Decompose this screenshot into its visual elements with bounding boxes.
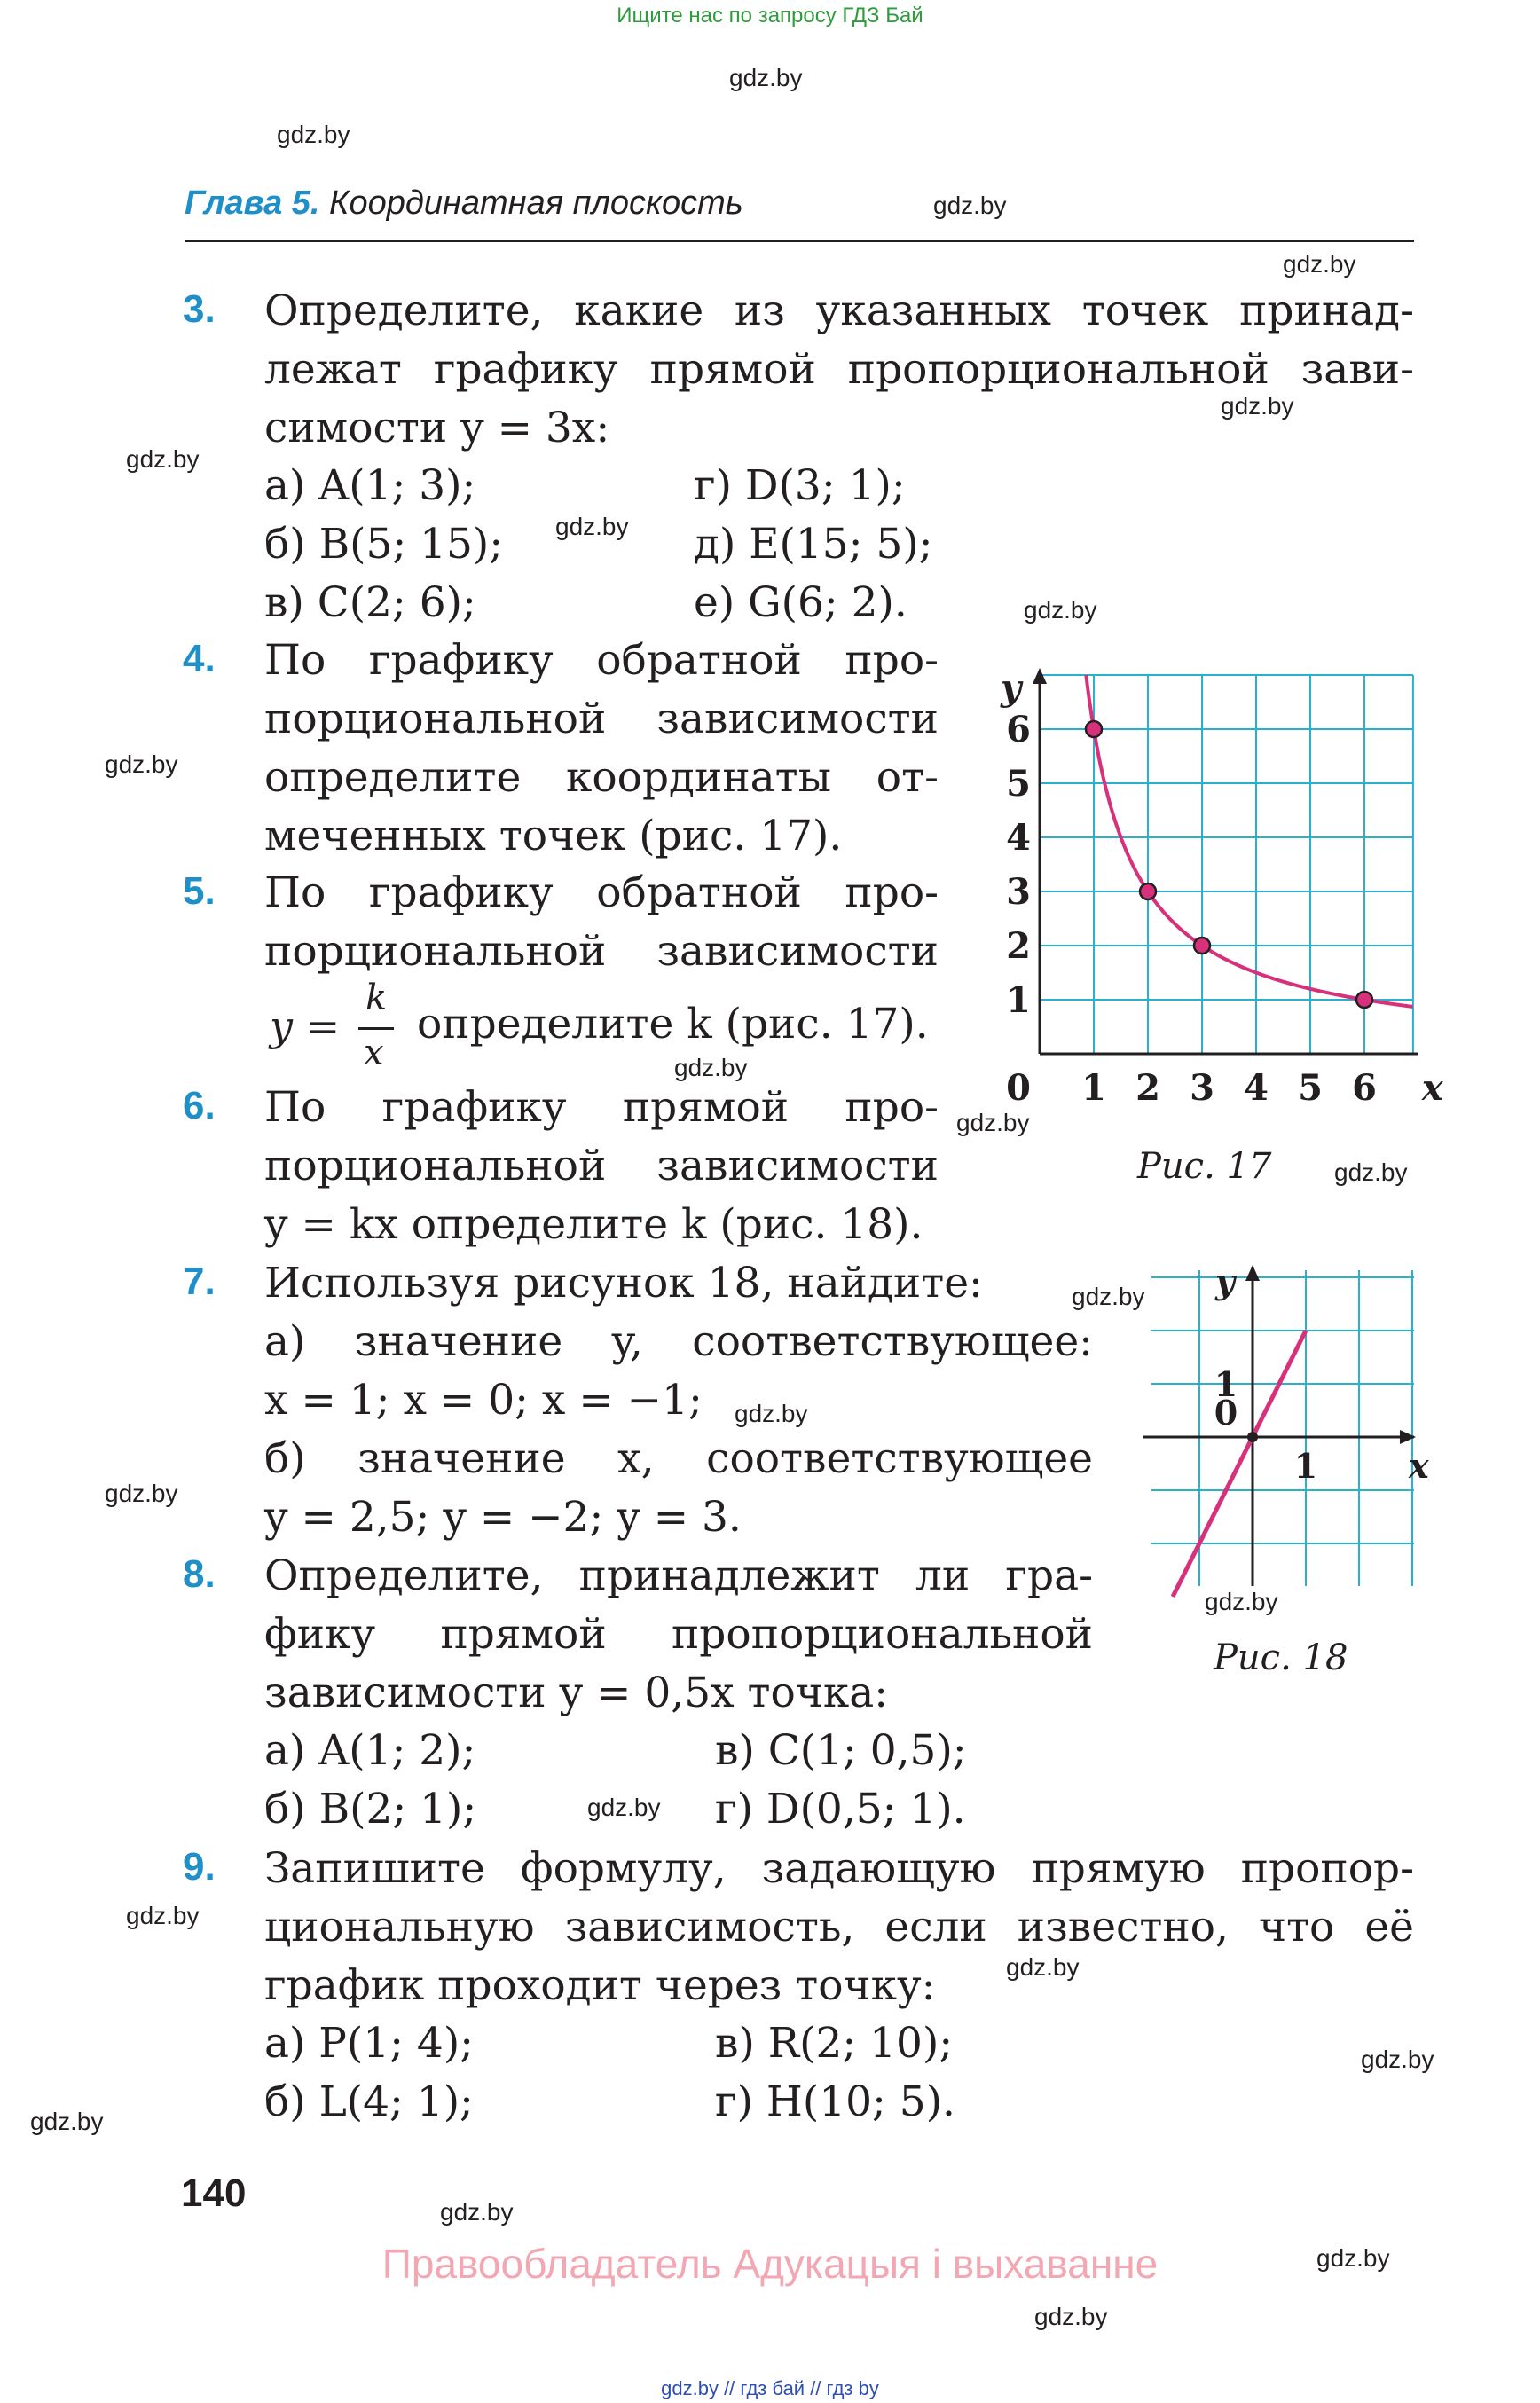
watermark: gdz.by bbox=[1334, 1158, 1408, 1186]
task-number: 8. bbox=[183, 1552, 216, 1596]
figure-18-chart bbox=[1132, 1251, 1434, 1623]
marked-point bbox=[1194, 938, 1210, 954]
task-line: определите k (рис. 17). bbox=[417, 1000, 929, 1048]
formula-denominator: x bbox=[364, 1033, 384, 1073]
x-tick-label: 5 bbox=[1298, 1067, 1323, 1109]
task-line: По графику прямой про- bbox=[264, 1083, 939, 1132]
page-number: 140 bbox=[181, 2171, 247, 2215]
option: а) P(1; 4); bbox=[264, 2019, 475, 2068]
fraction-bar bbox=[358, 1027, 394, 1030]
option: в) C(1; 0,5); bbox=[715, 1726, 967, 1775]
task-line: график проходит через точку: bbox=[264, 1961, 936, 2010]
option: г) D(3; 1); bbox=[694, 461, 906, 510]
task-line: По графику обратной про- bbox=[264, 868, 939, 917]
y-axis-label: y bbox=[1215, 1261, 1236, 1301]
watermark: gdz.by bbox=[1361, 2046, 1434, 2073]
x-tick-label: 1 bbox=[1081, 1067, 1106, 1109]
origin-label: 0 bbox=[1214, 1393, 1238, 1433]
watermark: gdz.by bbox=[1283, 250, 1356, 278]
marked-point bbox=[1140, 883, 1156, 899]
watermark: gdz.by bbox=[1024, 596, 1097, 624]
task-line: y = 2,5; y = −2; y = 3. bbox=[264, 1493, 742, 1542]
option: а) A(1; 3); bbox=[264, 461, 476, 510]
task-number: 6. bbox=[183, 1084, 216, 1127]
watermark: gdz.by bbox=[126, 1902, 200, 1929]
watermark: gdz.by bbox=[933, 192, 1007, 219]
watermark: gdz.by bbox=[105, 1480, 178, 1507]
task-line: порциональной зависимости bbox=[264, 927, 939, 976]
x-tick-label: 3 bbox=[1190, 1067, 1214, 1109]
watermark: gdz.by bbox=[1006, 1953, 1080, 1981]
y-tick-label: 1 bbox=[1006, 979, 1031, 1021]
option: в) C(2; 6); bbox=[264, 578, 476, 627]
figure-caption: Рис. 17 bbox=[1137, 1146, 1272, 1187]
chapter-title: Координатная плоскость bbox=[329, 185, 743, 222]
option: е) G(6; 2). bbox=[694, 578, 908, 627]
task-number: 9. bbox=[183, 1845, 216, 1889]
task-line: Определите, принадлежит ли гра- bbox=[264, 1551, 1093, 1600]
x-axis-arrow bbox=[1400, 1430, 1416, 1444]
marked-point bbox=[1356, 992, 1372, 1008]
header-rule bbox=[185, 240, 1414, 242]
y-axis-label: y bbox=[1001, 667, 1022, 709]
watermark: gdz.by bbox=[1072, 1283, 1145, 1310]
figure-caption: Рис. 18 bbox=[1214, 1637, 1348, 1678]
y-axis-arrow bbox=[1245, 1265, 1260, 1281]
task-line: а) значение y, соответствующее: bbox=[264, 1317, 1093, 1366]
task-line: меченных точек (рис. 17). bbox=[264, 812, 843, 860]
watermark: gdz.by bbox=[30, 2108, 104, 2135]
task-number: 5. bbox=[183, 869, 216, 913]
task-line: Запишите формулу, задающую прямую пропор- bbox=[264, 1844, 1414, 1893]
x-tick-label: 0 bbox=[1006, 1067, 1031, 1109]
direct-proportion-line bbox=[1173, 1331, 1306, 1597]
y-tick-label: 3 bbox=[1006, 871, 1031, 913]
formula-lhs: y = bbox=[270, 1002, 341, 1050]
watermark: gdz.by bbox=[729, 64, 803, 91]
watermark: gdz.by bbox=[1205, 1588, 1278, 1615]
task-number: 3. bbox=[183, 287, 216, 331]
top-link[interactable]: Ищите нас по запросу ГДЗ Бай bbox=[617, 4, 923, 27]
watermark: gdz.by bbox=[440, 2198, 514, 2226]
task-line: циональную зависимость, если известно, что её bbox=[264, 1903, 1414, 1951]
x-tick-label: 1 bbox=[1293, 1446, 1318, 1486]
x-tick-label: 4 bbox=[1244, 1067, 1269, 1109]
task-line: x = 1; x = 0; x = −1; bbox=[264, 1376, 703, 1425]
task-line: По графику обратной про- bbox=[264, 636, 939, 685]
task-line: зависимости y = 0,5x точка: bbox=[264, 1669, 889, 1717]
option: б) B(2; 1); bbox=[264, 1785, 477, 1834]
origin-dot bbox=[1247, 1432, 1258, 1442]
watermark: gdz.by bbox=[674, 1054, 748, 1081]
option: г) H(10; 5). bbox=[715, 2077, 955, 2126]
watermark: gdz.by bbox=[105, 750, 178, 778]
x-tick-label: 2 bbox=[1135, 1067, 1160, 1109]
option: г) D(0,5; 1). bbox=[715, 1785, 966, 1834]
option: а) A(1; 2); bbox=[264, 1726, 476, 1775]
task-line: фику прямой пропорциональной bbox=[264, 1610, 1093, 1659]
copyright-owner: Правообладатель Адукацыя і выхаванне bbox=[381, 2241, 1159, 2287]
watermark: gdz.by bbox=[277, 121, 350, 148]
y-tick-label: 2 bbox=[1006, 925, 1031, 967]
task-number: 7. bbox=[183, 1260, 216, 1303]
task-number: 4. bbox=[183, 637, 216, 680]
watermark: gdz.by bbox=[735, 1400, 808, 1427]
figure-17-chart bbox=[940, 656, 1443, 1118]
y-tick-label: 6 bbox=[1006, 709, 1031, 750]
x-axis-label: x bbox=[1409, 1446, 1429, 1486]
watermark: gdz.by bbox=[1221, 392, 1294, 420]
watermark: gdz.by bbox=[956, 1109, 1030, 1136]
task-line: симости y = 3x: bbox=[264, 404, 610, 452]
watermark: gdz.by bbox=[126, 445, 200, 473]
option: б) B(5; 15); bbox=[264, 520, 504, 569]
watermark: gdz.by bbox=[587, 1794, 661, 1821]
x-axis-label: x bbox=[1421, 1067, 1443, 1109]
chapter-label: Глава 5. bbox=[185, 185, 320, 222]
option: в) R(2; 10); bbox=[715, 2019, 954, 2068]
task-line: определите координаты от- bbox=[264, 753, 939, 802]
task-line: y = kx определите k (рис. 18). bbox=[264, 1200, 923, 1249]
task-line: порциональной зависимости bbox=[264, 1142, 939, 1190]
footer-links[interactable]: gdz.by // гдз бай // гдз by bbox=[661, 2377, 879, 2399]
task-line: б) значение x, соответствующее bbox=[264, 1434, 1093, 1483]
option: д) E(15; 5); bbox=[694, 520, 933, 569]
chapter-header bbox=[185, 185, 743, 223]
task-line: Используя рисунок 18, найдите: bbox=[264, 1259, 983, 1308]
watermark: gdz.by bbox=[1034, 2303, 1108, 2330]
y-tick-label: 5 bbox=[1006, 763, 1031, 805]
option: б) L(4; 1); bbox=[264, 2077, 474, 2126]
task-line: лежат графику прямой пропорциональной зави- bbox=[264, 345, 1414, 394]
task-line: порциональной зависимости bbox=[264, 695, 939, 743]
x-tick-label: 6 bbox=[1352, 1067, 1377, 1109]
watermark: gdz.by bbox=[555, 513, 629, 540]
watermark: gdz.by bbox=[1316, 2244, 1390, 2272]
y-tick-label: 1 bbox=[1214, 1364, 1238, 1404]
y-tick-label: 4 bbox=[1006, 817, 1031, 859]
formula-numerator: k bbox=[365, 978, 388, 1018]
marked-point bbox=[1086, 721, 1102, 737]
task-line: Определите, какие из указанных точек принад- bbox=[264, 287, 1414, 335]
